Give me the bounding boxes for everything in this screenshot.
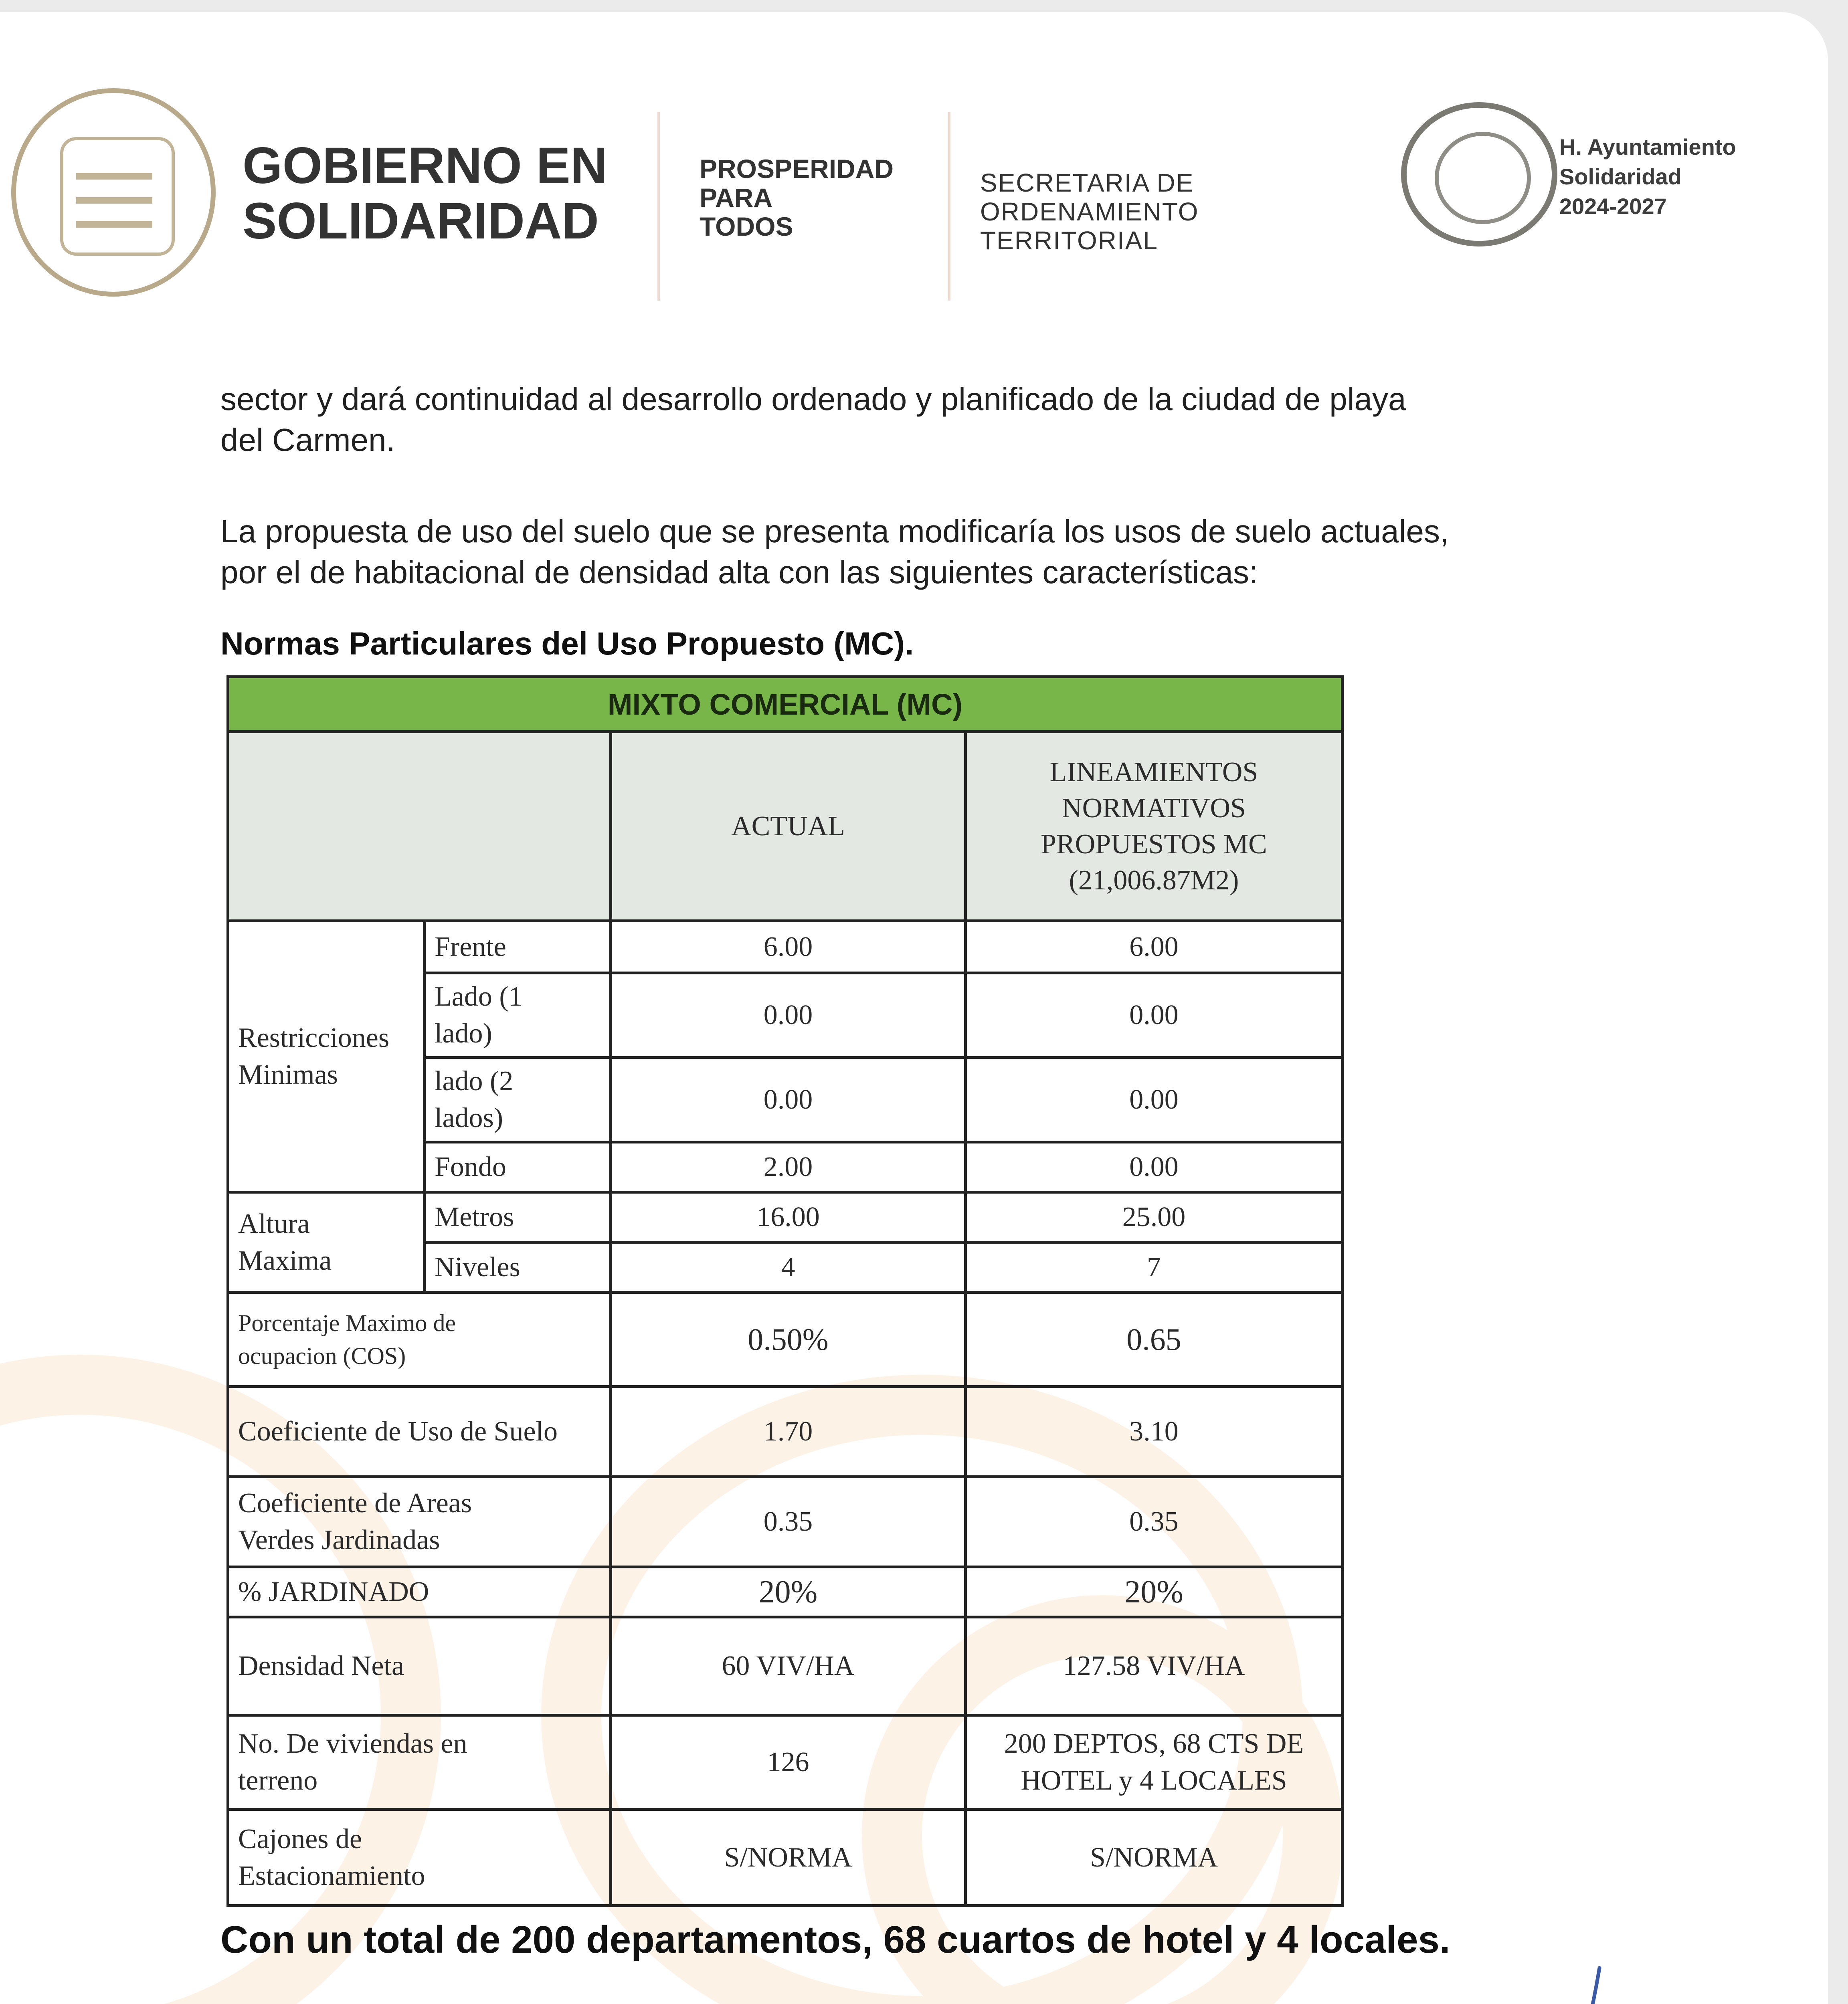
proposed-value: 25.00 bbox=[966, 1192, 1343, 1242]
table-row bbox=[228, 1477, 1343, 1567]
proposed-value: 0.00 bbox=[966, 1058, 1343, 1142]
body-paragraph bbox=[220, 511, 1449, 593]
table-caption: Normas Particulares del Uso Propuesto (MC). bbox=[220, 626, 914, 661]
signature-icon bbox=[1515, 1960, 1611, 2004]
paragraph-line: por el de habitacional de densidad alta con las siguientes características: bbox=[220, 554, 1258, 590]
row-label bbox=[228, 1293, 611, 1387]
proposed-value: 6.00 bbox=[966, 921, 1343, 973]
proposed-value: 20% bbox=[966, 1567, 1343, 1617]
actual-value: 126 bbox=[611, 1715, 966, 1810]
ayuntamiento-seal-icon bbox=[1401, 102, 1557, 246]
header-divider bbox=[657, 112, 660, 301]
col-header-line: PROPUESTOS MC bbox=[1041, 828, 1267, 860]
slogan-line: PARA bbox=[700, 183, 773, 212]
col-header-line: LINEAMIENTOS bbox=[1049, 756, 1258, 788]
row-label bbox=[228, 1715, 611, 1810]
row-label: Densidad Neta bbox=[228, 1617, 611, 1715]
slogan-line: PROSPERIDAD bbox=[700, 154, 894, 184]
table-header-row bbox=[228, 732, 1343, 921]
gov-title-line: GOBIERNO EN bbox=[243, 137, 608, 194]
label-line: Maxima bbox=[238, 1245, 332, 1276]
table-title: MIXTO COMERCIAL (MC) bbox=[228, 677, 1343, 732]
label-line: Porcentaje Maximo de bbox=[238, 1310, 456, 1336]
proposed-value: 3.10 bbox=[966, 1387, 1343, 1477]
secretaria-line: ORDENAMIENTO bbox=[980, 197, 1199, 226]
table-row bbox=[228, 1810, 1343, 1906]
municipal-seal-icon bbox=[11, 88, 216, 297]
actual-value: 60 VIV/HA bbox=[611, 1617, 966, 1715]
slogan bbox=[700, 154, 894, 241]
actual-value: 0.50% bbox=[611, 1293, 966, 1387]
proposed-value: 0.65 bbox=[966, 1293, 1343, 1387]
col-header-actual: ACTUAL bbox=[611, 732, 966, 921]
row-group-label bbox=[228, 1192, 425, 1293]
actual-value: 0.00 bbox=[611, 1058, 966, 1142]
label-line: Verdes Jardinadas bbox=[238, 1525, 440, 1556]
label-line: Minimas bbox=[238, 1059, 338, 1090]
value-line: 200 DEPTOS, 68 CTS DE bbox=[1004, 1728, 1304, 1759]
ayuntamiento-line: H. Ayuntamiento bbox=[1559, 134, 1736, 160]
table-row bbox=[228, 1617, 1343, 1715]
table-row bbox=[228, 1387, 1343, 1477]
paragraph-line: sector y dará continuidad al desarrollo ordenado y planificado de la ciudad de playa bbox=[220, 381, 1406, 417]
row-label: % JARDINADO bbox=[228, 1567, 611, 1617]
proposed-value: 127.58 VIV/HA bbox=[966, 1617, 1343, 1715]
label-line: lado) bbox=[435, 1018, 492, 1049]
header-blank-cell bbox=[228, 732, 611, 921]
row-sublabel: Niveles bbox=[425, 1242, 611, 1293]
value-line: HOTEL y 4 LOCALES bbox=[1021, 1765, 1287, 1796]
actual-value: 2.00 bbox=[611, 1142, 966, 1192]
row-group-label bbox=[228, 921, 425, 1192]
actual-value: S/NORMA bbox=[611, 1810, 966, 1906]
body-paragraph bbox=[220, 379, 1406, 461]
proposed-value: 0.00 bbox=[966, 973, 1343, 1058]
table-row bbox=[228, 1715, 1343, 1810]
seal-inner-shield bbox=[60, 137, 175, 256]
label-line: Coeficiente de Areas bbox=[238, 1488, 472, 1519]
label-line: Estacionamiento bbox=[238, 1860, 425, 1891]
table-title-row bbox=[228, 677, 1343, 732]
paragraph-line: del Carmen. bbox=[220, 422, 395, 458]
proposed-value: 0.35 bbox=[966, 1477, 1343, 1567]
col-header-line: NORMATIVOS bbox=[1062, 792, 1246, 824]
seal-core bbox=[1435, 132, 1531, 224]
label-line: lados) bbox=[435, 1103, 503, 1133]
row-label bbox=[228, 1810, 611, 1906]
gov-title-line: SOLIDARIDAD bbox=[243, 192, 599, 250]
actual-value: 16.00 bbox=[611, 1192, 966, 1242]
label-line: Cajones de bbox=[238, 1823, 362, 1855]
label-line: ocupacion (COS) bbox=[238, 1343, 406, 1369]
row-sublabel bbox=[425, 973, 611, 1058]
label-line: Altura bbox=[238, 1208, 310, 1239]
label-line: Restricciones bbox=[238, 1022, 390, 1053]
row-sublabel: Fondo bbox=[425, 1142, 611, 1192]
label-line: terreno bbox=[238, 1765, 318, 1796]
row-sublabel: Metros bbox=[425, 1192, 611, 1242]
actual-value: 1.70 bbox=[611, 1387, 966, 1477]
actual-value: 6.00 bbox=[611, 921, 966, 973]
row-label: Coeficiente de Uso de Suelo bbox=[228, 1387, 611, 1477]
table-row bbox=[228, 1567, 1343, 1617]
row-sublabel: Frente bbox=[425, 921, 611, 973]
slogan-line: TODOS bbox=[700, 212, 793, 241]
proposed-value: S/NORMA bbox=[966, 1810, 1343, 1906]
table-row bbox=[228, 1192, 1343, 1242]
secretaria-line: TERRITORIAL bbox=[980, 226, 1158, 255]
label-line: No. De viviendas en bbox=[238, 1728, 467, 1759]
label-line: lado (2 bbox=[435, 1066, 514, 1097]
norms-table bbox=[226, 675, 1344, 1907]
col-header-proposed bbox=[966, 732, 1343, 921]
table-row bbox=[228, 921, 1343, 973]
ayuntamiento-label bbox=[1559, 132, 1736, 221]
paragraph-line: La propuesta de uso del suelo que se presenta modificaría los usos de suelo actuales, bbox=[220, 513, 1449, 549]
proposed-value: 0.00 bbox=[966, 1142, 1343, 1192]
actual-value: 0.00 bbox=[611, 973, 966, 1058]
proposed-value: 7 bbox=[966, 1242, 1343, 1293]
actual-value: 20% bbox=[611, 1567, 966, 1617]
actual-value: 0.35 bbox=[611, 1477, 966, 1567]
document-page bbox=[0, 12, 1828, 2004]
proposed-value bbox=[966, 1715, 1343, 1810]
table-row bbox=[228, 1293, 1343, 1387]
gov-title bbox=[243, 138, 607, 249]
header-divider bbox=[948, 112, 950, 301]
ayuntamiento-line: Solidaridad bbox=[1559, 164, 1682, 189]
secretaria-line: SECRETARIA DE bbox=[980, 168, 1194, 197]
row-sublabel bbox=[425, 1058, 611, 1142]
secretaria-name bbox=[980, 168, 1199, 255]
row-label bbox=[228, 1477, 611, 1567]
col-header-line: (21,006.87M2) bbox=[1069, 865, 1239, 896]
total-summary: Con un total de 200 departamentos, 68 cuartos de hotel y 4 locales. bbox=[220, 1918, 1450, 1961]
ayuntamiento-line: 2024-2027 bbox=[1559, 194, 1667, 219]
label-line: Lado (1 bbox=[435, 981, 523, 1012]
actual-value: 4 bbox=[611, 1242, 966, 1293]
